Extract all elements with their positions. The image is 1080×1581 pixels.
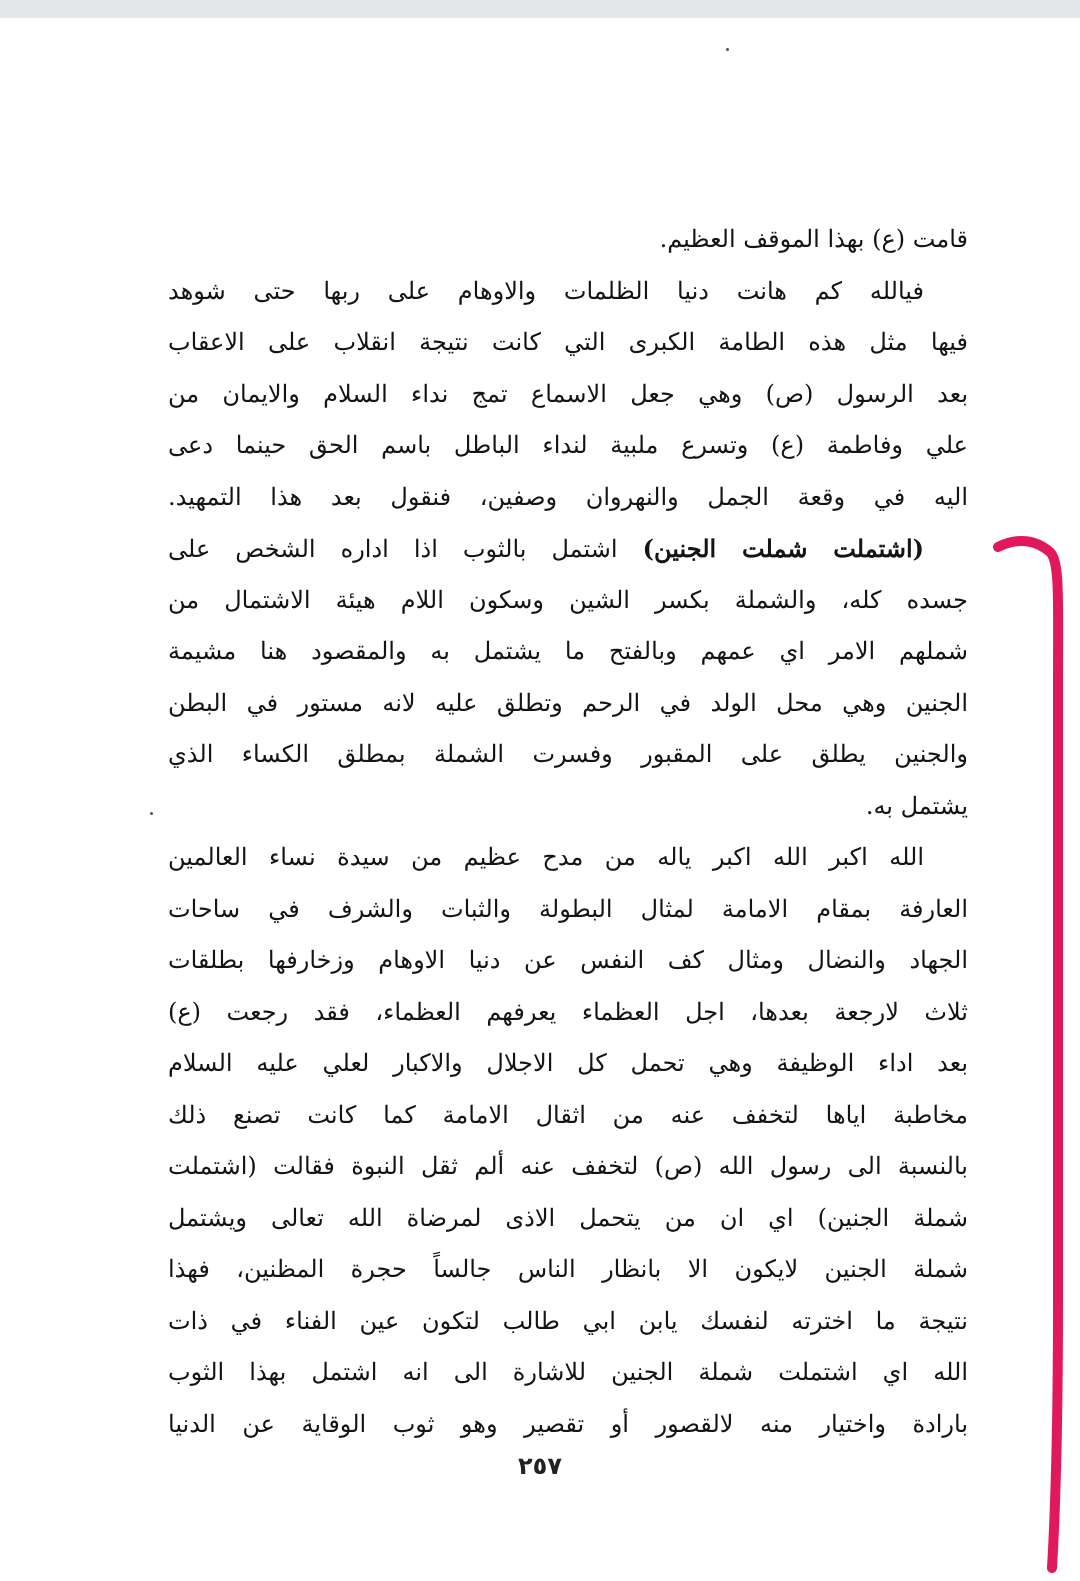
line-text: يشتمل به. [865,791,968,820]
line-text: الجهاد والنضال ومثال كف النفس عن دنيا الاوهام وزخارفها بطلقات [168,946,968,974]
line-text: الجنين وهي محل الولد في الرحم وتطلق عليه لانه مستور في البطن [168,688,968,717]
line-text: شملهم الامر اي عمهم وبالفتح ما يشتمل به والمقصود هنا مشيمة [168,637,968,665]
line-text: بارادة واختيار منه لالقصور أو تقصير وهو ثوب الوقاية عن الدنيا [168,1409,968,1438]
line-text: اليه في وقعة الجمل والنهروان وصفين، فنقول بعد هذا التمهيد. [168,482,968,511]
line-text: بعد الرسول (ص) وهي جعل الاسماع تمج نداء السلام والايمان من [168,379,968,408]
line-text: العارفة بمقام الامامة لمثال البطولة والثبات والشرف في ساحات [168,894,968,923]
line-text: علي وفاطمة (ع) وتسرع ملبية لنداء الباطل باسم الحق حينما دعى [168,431,968,459]
line-text: جسده كله، والشملة بكسر الشين وسكون اللام هيئة الاشتمال من [168,585,968,614]
line-text: الله اكبر الله اكبر ياله من مدح عظيم من سيدة نساء العالمين [168,843,924,871]
line-text: شملة الجنين) اي ان من يتحمل الاذى لمرضاة الله تعالى ويشتمل [168,1203,968,1232]
line-text: فيالله كم هانت دنيا الظلمات والاوهام على ربها حتى شوهد [168,276,924,305]
line-text: اشتمل بالثوب اذا اداره الشخص على [168,535,643,563]
line-text: نتيجة ما اخترته لنفسك يابن ابي طالب لتكون عين الفناء في ذات [168,1306,968,1335]
page-number: ٢٥٧ [518,1452,562,1480]
line-text: شملة الجنين لايكون الا بانظار الناس جالساً حجرة المظنين، فهذا [168,1255,968,1283]
line-text: الله اي اشتملت شملة الجنين للاشارة الى انه اشتمل بهذا الثوب [168,1358,968,1386]
line-text: والجنين يطلق على المقبور وفسرت الشملة بمطلق الكساء الذي [168,740,968,768]
bold-heading-phrase: (اشتملت شملت الجنين) [642,534,924,563]
line-text: بعد اداء الوظيفة وهي تحمل كل الاجلال والاكبار لعلي عليه السلام [168,1049,968,1077]
line-text: ثلاث لارجعة بعدها، اجل العظماء يعرفهم العظماء، فقد رجعت (ع) [168,997,968,1026]
line-text: مخاطبة اياها لتخفف عنه من اثقال الامامة كما كانت تصنع ذلك [168,1100,968,1129]
line-text: فيها مثل هذه الطامة الكبرى التي كانت نتيجة انقلاب على الاعقاب [168,328,968,356]
line-text: بالنسبة الى رسول الله (ص) لتخفف عنه ألم ثقل النبوة فقالت (اشتملت [168,1152,968,1180]
line-text: قامت (ع) بهذا الموقف العظيم. [659,225,968,253]
